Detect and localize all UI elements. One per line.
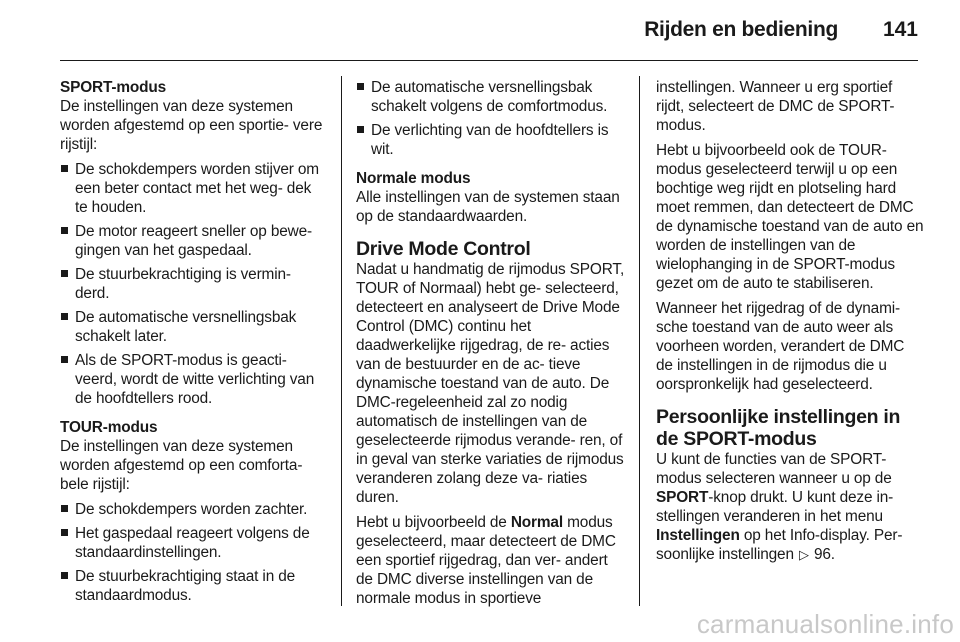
revert-paragraph: Wanneer het rijgedrag of de dynami- sche toestand van de auto weer als voorheen worden, verandert de DMC de instellingen in de rijmodus die u oorspronkelijk had geselecteerd.	[656, 300, 905, 393]
personal-settings-heading: Persoonlijke instellingen in de SPORT-modus	[656, 406, 901, 450]
column-1	[60, 78, 325, 615]
page-header	[60, 0, 918, 61]
personal-settings-paragraph: U kunt de functies van de SPORT- modus selecteren wanneer u op de SPORT-knop drukt. U kunt deze in- stellingen veranderen in het menu Instellingen op het Info-display. Per- soonlijke instellingen ▷ 96.	[656, 451, 903, 563]
list-item: De automatische versnellingsbak schakelt volgens de comfortmodus.	[356, 78, 626, 116]
list-item: De stuurbekrachtiging is vermin- derd.	[60, 265, 325, 303]
list-item: De schokdempers worden zachter.	[60, 500, 325, 519]
list-item: Als de SPORT-modus is geacti- veerd, wordt de witte verlichting van de hoofdtellers rood.	[60, 351, 325, 408]
chapter-title: Rijden en bediening	[644, 18, 838, 41]
watermark: carmanualsonline.info	[696, 609, 954, 639]
tour-mode-heading: TOUR-modus	[60, 419, 158, 436]
tour-mode-intro: De instellingen van deze systemen worden afgestemd op een comforta- bele rijstijl:	[60, 438, 303, 493]
list-item: De motor reageert sneller op bewe- gingen van het gaspedaal.	[60, 222, 325, 260]
list-item: De schokdempers worden stijver om een beter contact met het weg- dek te houden.	[60, 160, 325, 217]
dmc-example-paragraph: Hebt u bijvoorbeeld de Normal modus geselecteerd, maar detecteert de DMC een sportief rijgedrag, dan ver- andert de DMC diverse instellingen van de normale modus in sportieve	[356, 514, 616, 607]
normal-mode-label: Normal	[510, 514, 563, 531]
drive-mode-control-heading: Drive Mode Control	[356, 238, 531, 260]
normal-mode-heading: Normale modus	[356, 170, 471, 187]
column-divider	[639, 76, 640, 606]
dmc-paragraph: Nadat u handmatig de rijmodus SPORT, TOUR of Normaal) hebt ge- selecteerd, detecteert en analyseert de Drive Mode Control (DMC) continu het daadwerkelijke rijgedrag, de re- acties van de bestuurder en de ac- tieve dynamische toestand van de auto. De DMC-regeleenheid zal zo nodig automatisch de instellingen van de geselecteerde rijmodus verande- ren, of in geval van sterke variaties de rijmodus veranderen zolang deze va- riaties duren.	[356, 261, 625, 506]
column-2	[356, 78, 626, 614]
page-number: 141	[882, 18, 918, 41]
column-divider	[341, 76, 342, 606]
dmc-continued-paragraph: instellingen. Wanneer u erg sportief rijdt, selecteert de DMC de SPORT- modus.	[656, 79, 895, 134]
list-item: Het gaspedaal reageert volgens de standaardinstellingen.	[60, 524, 325, 562]
tour-mode-list-continued	[356, 78, 626, 159]
list-item: De stuurbekrachtiging staat in de standaardmodus.	[60, 567, 325, 605]
normal-mode-text: Alle instellingen van de systemen staan op de standaardwaarden.	[356, 189, 620, 225]
column-3	[656, 78, 924, 570]
list-item: De automatische versnellingsbak schakelt later.	[60, 308, 325, 346]
settings-menu-label: Instellingen	[656, 527, 740, 544]
sport-mode-heading: SPORT-modus	[60, 79, 167, 96]
tour-example-paragraph: Hebt u bijvoorbeeld ook de TOUR- modus geselecteerd terwijl u op een bochtige weg rijdt en plotseling hard moet remmen, dan detecteert de DMC de dynamische toestand van de auto en worden de instellingen van de wielophanging in de SPORT-modus gezet om de auto te stabiliseren.	[656, 142, 924, 292]
list-item: De verlichting van de hoofdtellers is wit.	[356, 121, 626, 159]
sport-mode-list	[60, 160, 325, 408]
sport-mode-intro: De instellingen van deze systemen worden afgestemd op een sportie- vere rijstijl:	[60, 98, 323, 153]
page-reference-icon: ▷	[799, 547, 809, 562]
tour-mode-list	[60, 500, 325, 605]
sport-button-label: SPORT	[656, 489, 709, 506]
